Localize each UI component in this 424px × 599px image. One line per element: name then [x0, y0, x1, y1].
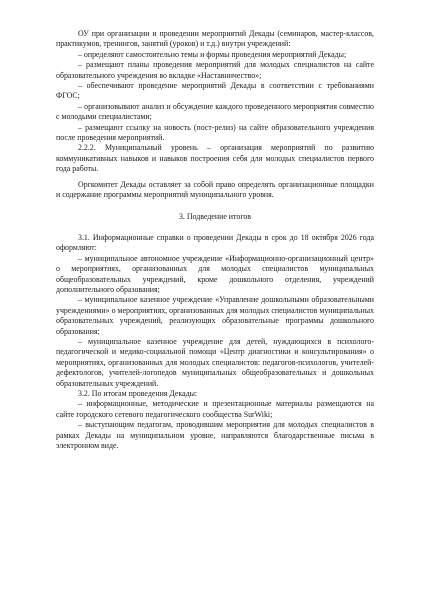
- list-item-analysis: – организовывают анализ и обсуждение каждого проведенного мероприятия совместно с молодыми специалистами;: [56, 101, 374, 122]
- spacer: [56, 222, 374, 233]
- section-heading: 3. Подведение итогов: [178, 211, 252, 221]
- spacer: [56, 201, 374, 212]
- list-item-publish-plans: – размещают планы проведения мероприятий для молодых специалистов на сайте образовательного учреждения во вкладке «Наставничество»;: [56, 60, 374, 80]
- document-body: [56, 29, 374, 451]
- list-item-determine-topics: – определяют самостоятельно темы и формы проведения мероприятий Декады;: [78, 49, 347, 59]
- list-item-news-link: – размещают ссылку на новость (пост-релиз) на сайте образовательного учреждения после проведения мероприятий.: [56, 122, 374, 143]
- intro-paragraph: ОУ при организации и проведении мероприятий Декады (семинаров, мастер-классов, практикумов, тренингов, занятий (уроков) и т.д.) внутри учреждений:: [56, 29, 374, 49]
- section-3-1-paragraph: 3.1. Информационные справки о проведении Декады в срок до 18 октября 2026 года оформляют:: [56, 232, 374, 253]
- list-item-surwiki: – информационные, методические и презентационные материалы размещаются на сайте городского сетевого педагогического сообщества SurWiki;: [56, 399, 374, 419]
- list-item-ioc: – муниципальное автономное учреждение «Информационно-организационный центр» о мероприятиях, организованных для молодых специалистов муниципальных общеобразовательных учреждений, кроме дошкольного отделения, учреждений дополнительного образования;: [56, 253, 374, 294]
- list-item-diagnostics-center: – муниципальное казенное учреждение для детей, нуждающихся в психолого-педагогической и медико-социальной помощи «Центр диагностики и консультирования» о мероприятиях, организованных для молодых специалистов: педагогов-психологов, учителей-дефектологов, учителей-логопедов муниципальных общеобразовательных и дошкольных образовательных учреждений.: [56, 336, 374, 388]
- municipal-level-paragraph: 2.2.2. Муниципальный уровень – организация мероприятий по развитию коммуникативных навыков и навыков построения себя для молодых специалистов первого года работы.: [56, 143, 374, 174]
- orgcommittee-paragraph: Оргкомитет Декады оставляет за собой право определять организационные площадки и содержание программы мероприятий муниципального уровня.: [56, 179, 374, 200]
- list-item-ensure-fgos: – обеспечивают проведение мероприятий Декады в соответствии с требованиями ФГОС;: [56, 81, 374, 101]
- section-3-2-paragraph: 3.2. По итогам проведения Декады:: [78, 389, 198, 398]
- list-item-preschool-dept: – муниципальное казенное учреждение «Управление дошкольными образовательными учреждениями» о мероприятиях, организованных для молодых специалистов муниципальных образовательных учреждений, реализующих образовательные программы дошкольного образования;: [56, 295, 374, 336]
- list-item-thank-you-letters: – выступающим педагогам, проводившим мероприятия для молодых специалистов в рамках Декады на муниципальном уровне, направляются благодарственные письма в электронном виде.: [56, 420, 374, 451]
